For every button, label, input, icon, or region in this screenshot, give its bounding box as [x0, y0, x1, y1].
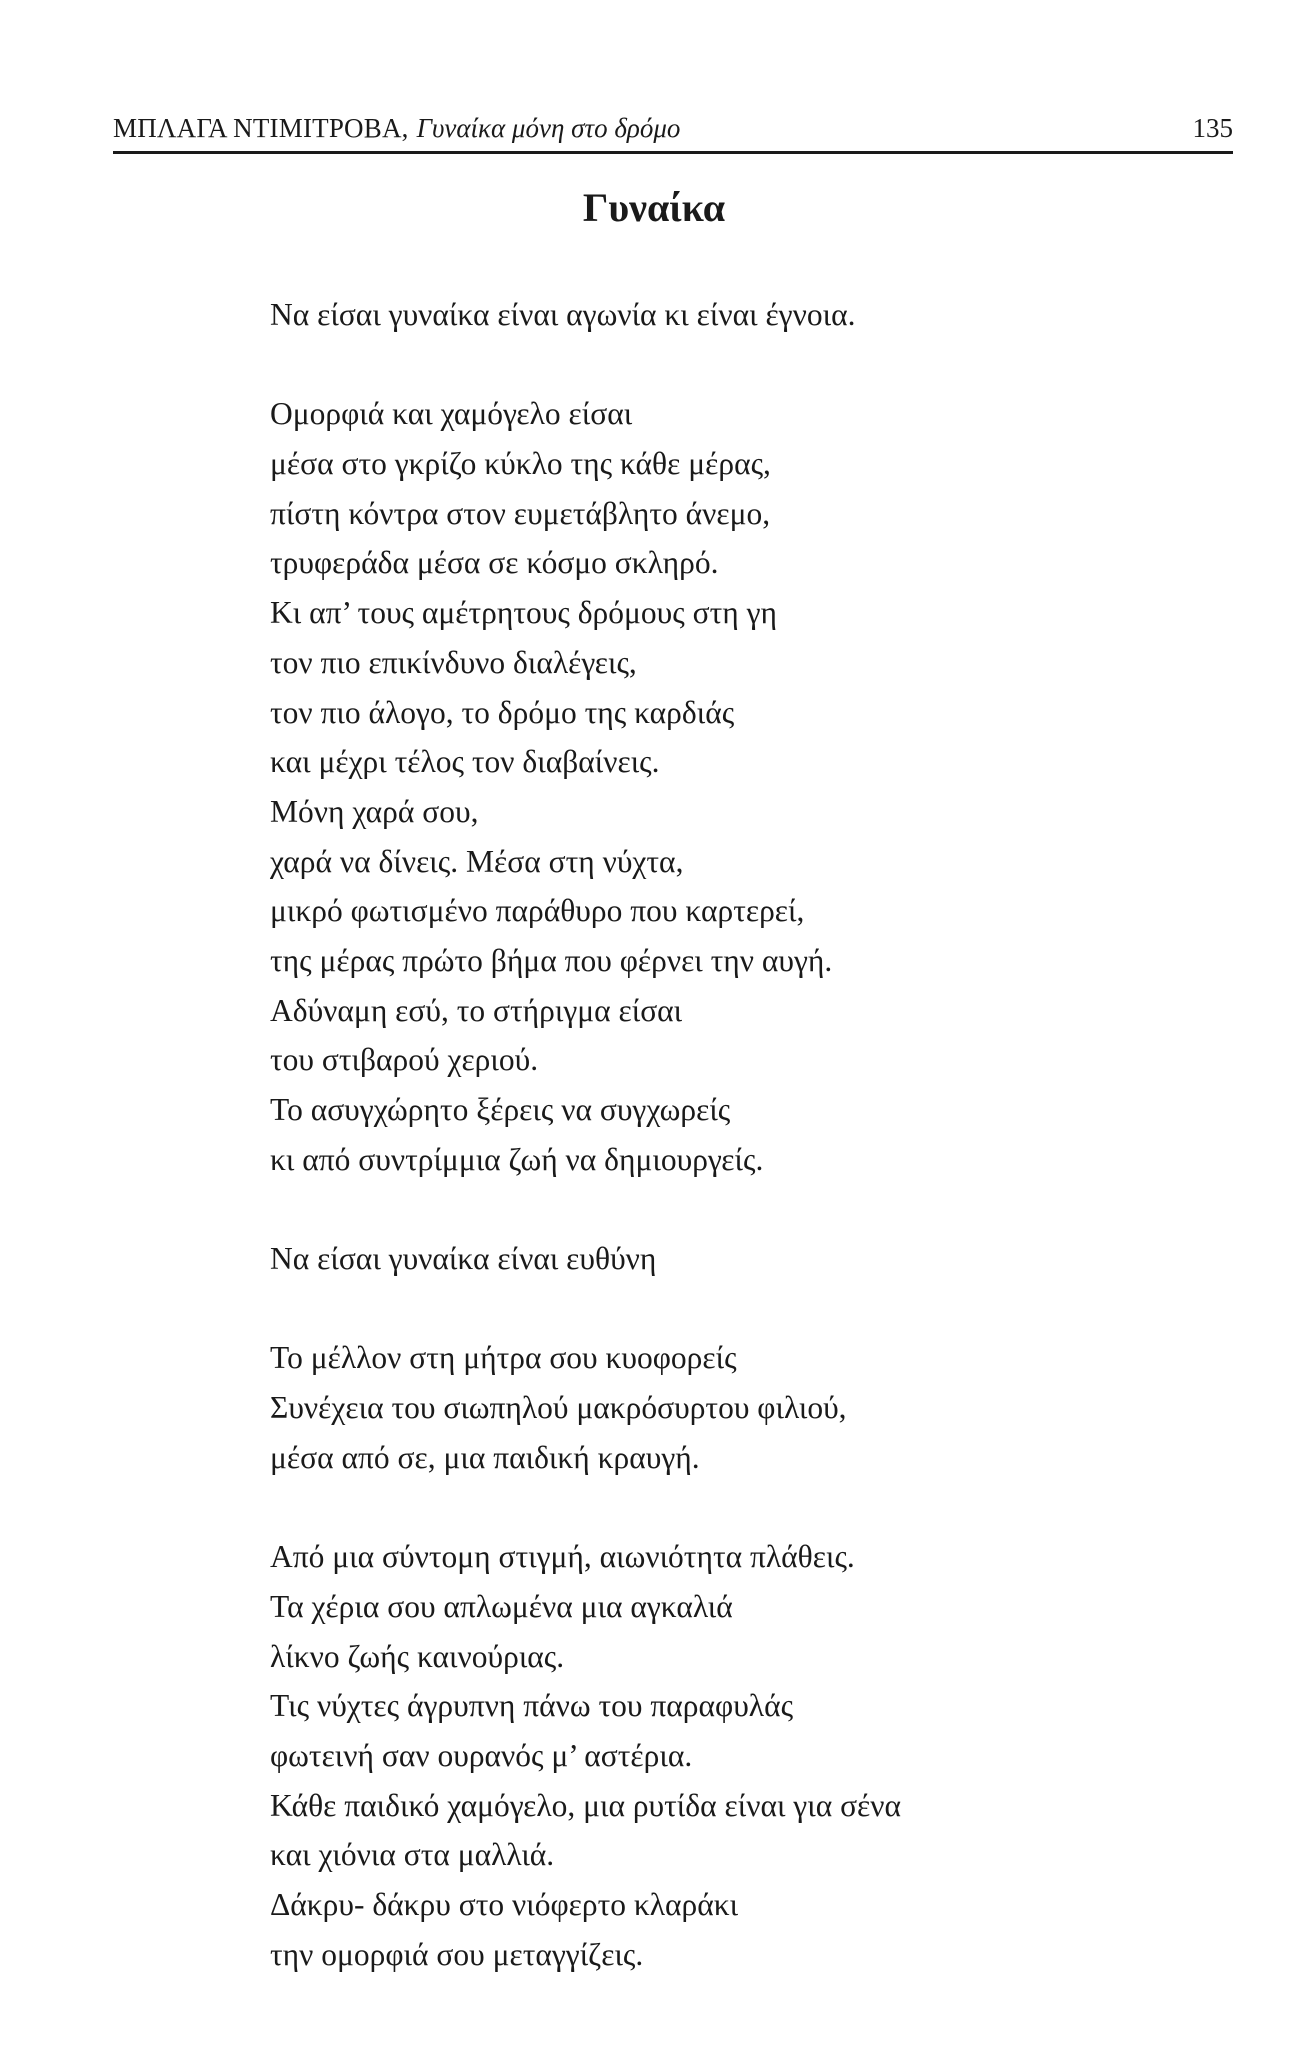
poem-line: κι από συντρίμμια ζωή να δημιουργείς.	[270, 1141, 764, 1177]
poem-line: τρυφεράδα μέσα σε κόσμο σκληρό.	[270, 545, 719, 581]
poem-line: μικρό φωτισμένο παράθυρο που καρτερεί,	[270, 893, 805, 929]
poem-line: Κάθε παιδικό χαμόγελο, μια ρυτίδα είναι για σένα	[270, 1787, 902, 1823]
page-number: 135	[1192, 113, 1233, 143]
poem-line: πίστη κόντρα στον ευμετάβλητο άνεμο,	[270, 495, 771, 531]
poem-line: φωτεινή σαν ουρανός μ’ αστέρια.	[270, 1737, 693, 1773]
poem-line: χαρά να δίνεις. Μέσα στη νύχτα,	[270, 843, 684, 879]
poem-title: Γυναίκα	[582, 185, 726, 230]
poem-line: και μέχρι τέλος τον διαβαίνεις.	[270, 744, 660, 780]
poem-body	[270, 290, 1270, 1979]
poem-line: λίκνο ζωής καινούριας.	[270, 1638, 565, 1674]
poem-line: μέσα από σε, μια παιδική κραυγή.	[270, 1439, 700, 1475]
poem-line: Κι απ’ τους αμέτρητους δρόμους στη γη	[270, 595, 777, 631]
poem-line: τον πιο επικίνδυνο διαλέγεις,	[270, 644, 637, 680]
poem-line: Να είσαι γυναίκα είναι αγωνία κι είναι έγνοια.	[270, 297, 856, 332]
poem-line: Το μέλλον στη μήτρα σου κυοφορείς	[270, 1340, 737, 1376]
stanza	[270, 1333, 1270, 1482]
stanza	[270, 1532, 1270, 1979]
poem-line: της μέρας πρώτο βήμα που φέρνει την αυγή.	[270, 942, 833, 978]
poem-line: και χιόνια στα μαλλιά.	[270, 1837, 555, 1873]
poem-line: Από μια σύντομη στιγμή, αιωνιότητα πλάθεις.	[270, 1539, 855, 1575]
poem-line: Ομορφιά και χαμόγελο είσαι	[270, 396, 633, 432]
poem-line: του στιβαρού χεριού.	[270, 1042, 539, 1078]
stanza	[270, 1234, 1270, 1284]
poem-line: Συνέχεια του σιωπηλού μακρόσυρτου φιλιού,	[270, 1390, 847, 1426]
stanza	[270, 290, 1270, 340]
poem-line: Τα χέρια σου απλωμένα μια αγκαλιά	[270, 1588, 733, 1624]
header-author: ΜΠΛΑΓΑ ΝΤΙΜΙΤΡΟΒΑ,	[113, 113, 409, 143]
poem-line: Τις νύχτες άγρυπνη πάνω του παραφυλάς	[270, 1688, 794, 1724]
poem-line: την ομορφιά σου μεταγγίζεις.	[270, 1936, 644, 1972]
header-rule	[113, 151, 1233, 154]
poem-line: Αδύναμη εσύ, το στήριγμα είσαι	[270, 992, 683, 1028]
poem-line: Μόνη χαρά σου,	[270, 793, 479, 829]
poem-line: μέσα στο γκρίζο κύκλο της κάθε μέρας,	[270, 446, 771, 482]
poem-line: τον πιο άλογο, το δρόμο της καρδιάς	[270, 694, 735, 730]
stanza	[270, 389, 1270, 1184]
running-header	[113, 108, 1233, 148]
poem-line: Το ασυγχώρητο ξέρεις να συγχωρείς	[270, 1092, 731, 1127]
header-book-title: Γυναίκα μόνη στο δρόμο	[416, 113, 681, 143]
poem-line: Να είσαι γυναίκα είναι ευθύνη	[270, 1241, 657, 1277]
poem-line: Δάκρυ- δάκρυ στο νιόφερτο κλαράκι	[270, 1887, 739, 1922]
